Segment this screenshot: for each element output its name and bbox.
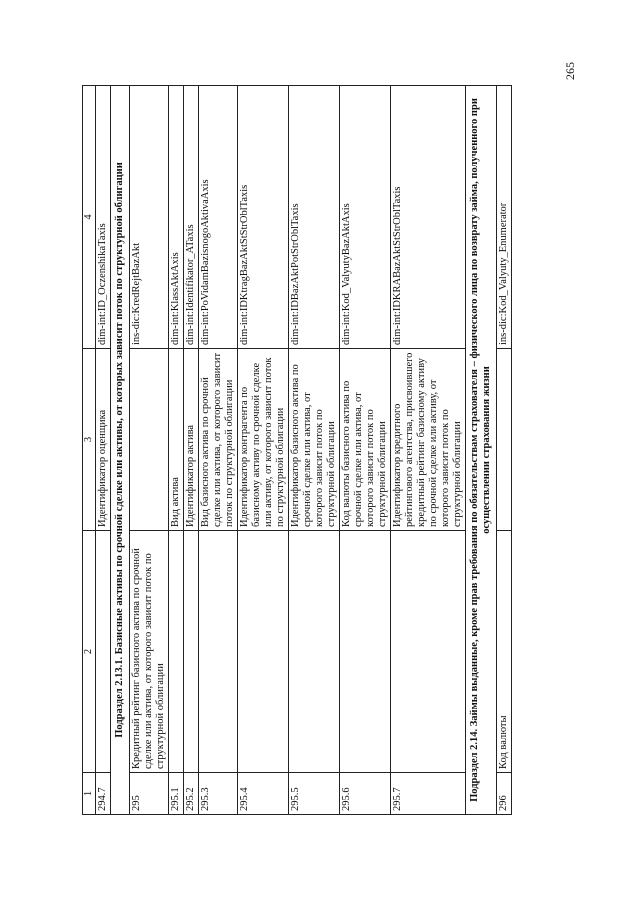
table-row xyxy=(391,86,466,815)
row-dimension-name xyxy=(497,349,512,531)
row-code: ins-dic:Kod_Valyuty_Enumerator xyxy=(497,86,512,349)
mapping-table xyxy=(82,85,512,815)
row-number: 295.3 xyxy=(199,773,238,815)
row-code: dim-int:IDKRABazAktStStrOblTaxis xyxy=(391,86,466,349)
table-row xyxy=(497,86,512,815)
section-row xyxy=(466,86,497,815)
table-header-row xyxy=(83,86,96,815)
row-code: dim-int:IDKtragBazAktStStrOblTaxis xyxy=(238,86,289,349)
row-dimension-name: Идентификатор кредитного рейтингового агентства, присвоившего кредитный рейтинг базисному активу по срочной сделке или активу, от которого зависит поток по структурной облигации xyxy=(391,349,466,531)
table-row xyxy=(199,86,238,815)
table-row xyxy=(96,86,111,815)
row-name xyxy=(238,531,289,773)
row-code: dim-int:Identifikator_ATaxis xyxy=(184,86,199,349)
page-number: 265 xyxy=(563,62,577,80)
row-number: 295 xyxy=(130,773,169,815)
row-dimension-name: Идентификатор актива xyxy=(184,349,199,531)
row-name: Код валюты xyxy=(497,531,512,773)
row-number: 294.7 xyxy=(96,773,111,815)
row-number: 295.1 xyxy=(169,773,184,815)
row-code: dim-int:PoVidamBazisnogoAktivaAxis xyxy=(199,86,238,349)
table-row xyxy=(289,86,340,815)
row-code: dim-int:Kod_ValyutyBazAktAxis xyxy=(340,86,391,349)
table-row xyxy=(340,86,391,815)
row-name xyxy=(199,531,238,773)
row-dimension-name xyxy=(130,349,169,531)
row-number: 295.7 xyxy=(391,773,466,815)
row-dimension-name: Идентификатор базисного актива по срочной сделке или актива, от которого зависит поток по структурной облигации xyxy=(289,349,340,531)
row-dimension-name: Вид актива xyxy=(169,349,184,531)
row-name xyxy=(184,531,199,773)
row-name xyxy=(340,531,391,773)
header-cell: 2 xyxy=(83,531,96,773)
row-code: dim-int:ID_OczenshikaTaxis xyxy=(96,86,111,349)
row-dimension-name: Идентификатор оценщика xyxy=(96,349,111,531)
row-code: dim-int:IDBazAktPotStrOblTaxis xyxy=(289,86,340,349)
table-row xyxy=(130,86,169,815)
row-name xyxy=(96,531,111,773)
row-dimension-name: Идентификатор контрагента по базисному активу по срочной сделке или активу, от которого зависит поток по структурной облигации xyxy=(238,349,289,531)
section-heading: Подраздел 2.13.1. Базисные активы по срочной сделке или активы, от которых зависит поток по структурной облигации xyxy=(111,86,130,815)
row-number: 295.4 xyxy=(238,773,289,815)
table-row xyxy=(184,86,199,815)
section-row xyxy=(111,86,130,815)
row-name xyxy=(289,531,340,773)
header-cell: 3 xyxy=(83,349,96,531)
table-row xyxy=(169,86,184,815)
row-name xyxy=(391,531,466,773)
header-cell: 4 xyxy=(83,86,96,349)
row-number: 295.2 xyxy=(184,773,199,815)
row-number: 296 xyxy=(497,773,512,815)
row-dimension-name: Вид базисного актива по срочной сделке или актива, от которого зависит поток по структурной облигации xyxy=(199,349,238,531)
row-number: 295.5 xyxy=(289,773,340,815)
row-name: Кредитный рейтинг базисного актива по срочной сделке или актива, от которого зависит поток по структурной облигации xyxy=(130,531,169,773)
row-code: dim-int:KlassAktAxis xyxy=(169,86,184,349)
row-name xyxy=(169,531,184,773)
row-code: ins-dic:KredRejtBazAkt xyxy=(130,86,169,349)
row-number: 295.6 xyxy=(340,773,391,815)
row-dimension-name: Код валюты базисного актива по срочной сделке или актива, от которого зависит поток по структурной облигации xyxy=(340,349,391,531)
header-cell: 1 xyxy=(83,773,96,815)
section-heading: Подраздел 2.14. Займы выданные, кроме прав требования по обязательствам страхователя – физического лица по возврату займа, полученного при осуществлении страхования жизни xyxy=(466,86,497,815)
table-row xyxy=(238,86,289,815)
